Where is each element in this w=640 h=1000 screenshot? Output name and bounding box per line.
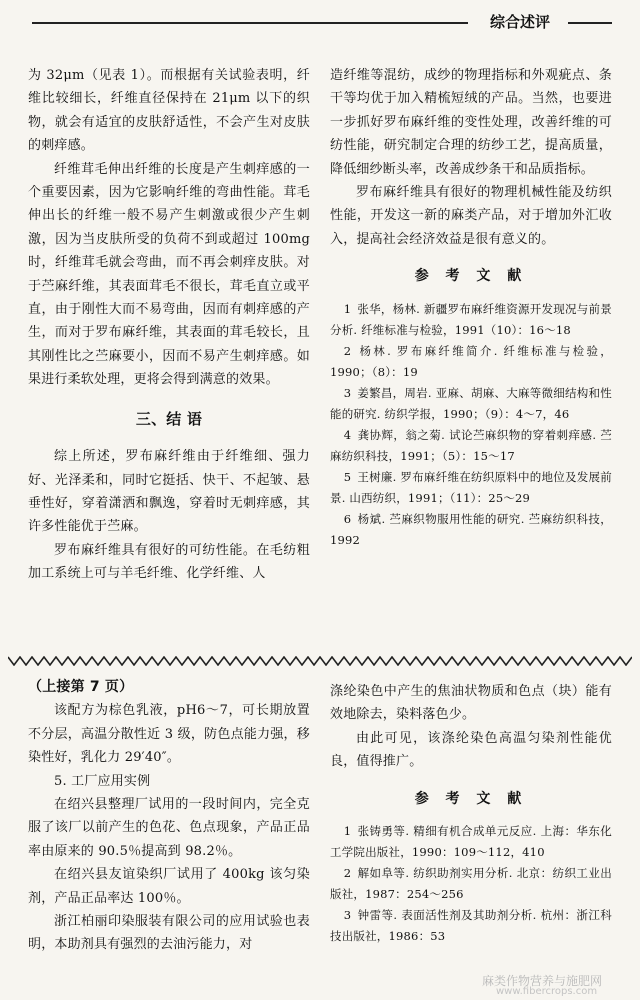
reference-item: 6 杨斌. 苎麻织物服用性能的研究. 苎麻纺织科技，1992: [330, 511, 612, 547]
references-heading: 参 考 文 献: [414, 268, 528, 285]
paragraph: 浙江柏丽印染服装有限公司的应用试验也表明，本助剂具有强烈的去油污能力，对: [28, 914, 310, 953]
bottom-right-column: [330, 680, 612, 947]
reference-list: [330, 821, 612, 947]
section-heading: 三、结 语: [135, 409, 203, 428]
paragraph: 由此可见，该涤纶染色高温匀染剂性能优良，值得推广。: [330, 730, 612, 770]
reference-item: 1 张华，杨林. 新疆罗布麻纤维资源开发现况与前景分析. 纤维标准与检验，1991（10）：16～18: [330, 301, 612, 337]
reference-item: 2 杨林. 罗布麻纤维简介. 纤维标准与检验，1990；（8）：19: [330, 343, 612, 379]
reference-list: [330, 299, 612, 551]
continuation-label: （上接第 7 页）: [28, 679, 134, 695]
reference-item: 2 解如阜等. 纺织助剂实用分析. 北京：纺织工业出版社，1987：254～256: [330, 866, 612, 902]
header-rule-right: [568, 22, 612, 24]
paragraph: 综上所述，罗布麻纤维由于纤维细、强力好、光泽柔和，同时它挺括、快干、不起皱、悬垂性好，穿着潇洒和飘逸，穿着时无刺痒感，其许多性能优于苎麻。: [28, 449, 310, 535]
reference-item: 3 姜繁昌，周岩. 亚麻、胡麻、大麻等微细结构和性能的研究. 纺织学报，1990；（9）：4～7，46: [330, 385, 612, 421]
paragraph: 纤维茸毛伸出纤维的长度是产生刺痒感的一个重要因素，因为它影响纤维的弯曲性能。茸毛伸出长的纤维一般不易产生刺激或很少产生刺激，因为当皮肤所受的负荷不到或超过 100mg 时，纤维茸毛就会弯曲，而不再会刺痒皮肤。对于苎麻纤维，其表面茸毛不很长，茸毛直立或平直，由于刚性大而不易弯曲，因而有刺痒感的产生，而对于罗布麻纤维，其表面的茸毛较长，且其刚性比之苎麻要小，因而不易产生刺痒感。如果进行柔软处理，更将会得到满意的效果。: [28, 161, 310, 388]
paragraph: 在绍兴县整理厂试用的一段时间内，完全克服了该厂以前产生的色花、色点现象，产品正品率由原来的 90.5％提高到 98.2％。: [28, 797, 310, 859]
subsection-heading: 5. 工厂应用实例: [54, 773, 151, 789]
top-left-column: [28, 64, 310, 586]
paragraph: 该配方为棕色乳液，pH6～7，可长期放置不分层，高温分散性近 3 级，防色点能力强，移染性好，乳化力 29′40″。: [28, 703, 310, 766]
watermark-url: www.fibercrops.com: [496, 986, 598, 997]
paragraph: 在绍兴县友谊染织厂试用了 400kg 该匀染剂，产品正品率达 100％。: [28, 867, 310, 906]
top-right-column: [330, 64, 612, 551]
watermark-text: 麻类作物营养与施肥网: [482, 974, 603, 988]
references-heading: 参 考 文 献: [414, 790, 528, 807]
paragraph: 罗布麻纤维具有很好的物理机械性能及纺织性能，开发这一新的麻类产品，对于增加外汇收入，提高社会经济效益是很有意义的。: [330, 185, 612, 247]
paragraph: 罗布麻纤维具有很好的可纺性能。在毛纺粗加工系统上可与羊毛纤维、化学纤维、人: [28, 542, 310, 582]
reference-item: 3 钟雷等. 表面活性剂及其助剂分析. 杭州：浙江科技出版社，1986：53: [330, 908, 612, 944]
zigzag-divider: [8, 656, 632, 666]
reference-item: 4 龚协辉，翁之菊. 试论苎麻织物的穿着刺痒感. 苎麻纺织科技，1991；（5）：15～17: [330, 427, 612, 463]
header-rule-left: [32, 22, 468, 24]
paragraph: 造纤维等混纺，成纱的物理指标和外观疵点、条干等均优于加入精梳短绒的产品。当然，也要进一步抓好罗布麻纤维的变性处理，改善纤维的可纺性能，研究制定合理的纺纱工艺，提高质量，降低细纱断头率，改善成纱条干和品质指标。: [330, 68, 612, 177]
bottom-left-column: [28, 676, 310, 957]
section-title: 综合述评: [489, 13, 550, 31]
reference-item: 5 王树廉. 罗布麻纤维在纺织原料中的地位及发展前景. 山西纺织，1991；（11）：25～29: [330, 469, 612, 505]
paragraph: 涤纶染色中产生的焦油状物质和色点（块）能有效地除去，染料落色少。: [330, 684, 612, 723]
paragraph: 为 32μm（见表 1）。而根据有关试验表明，纤维比较细长，纤维直径保持在 21μm 以下的织物，就会有适宜的皮肤舒适性，不会产生对皮肤的刺痒感。: [28, 68, 310, 154]
reference-item: 1 张铸勇等. 精细有机合成单元反应. 上海：华东化工学院出版社，1990：109～112，410: [330, 824, 612, 860]
